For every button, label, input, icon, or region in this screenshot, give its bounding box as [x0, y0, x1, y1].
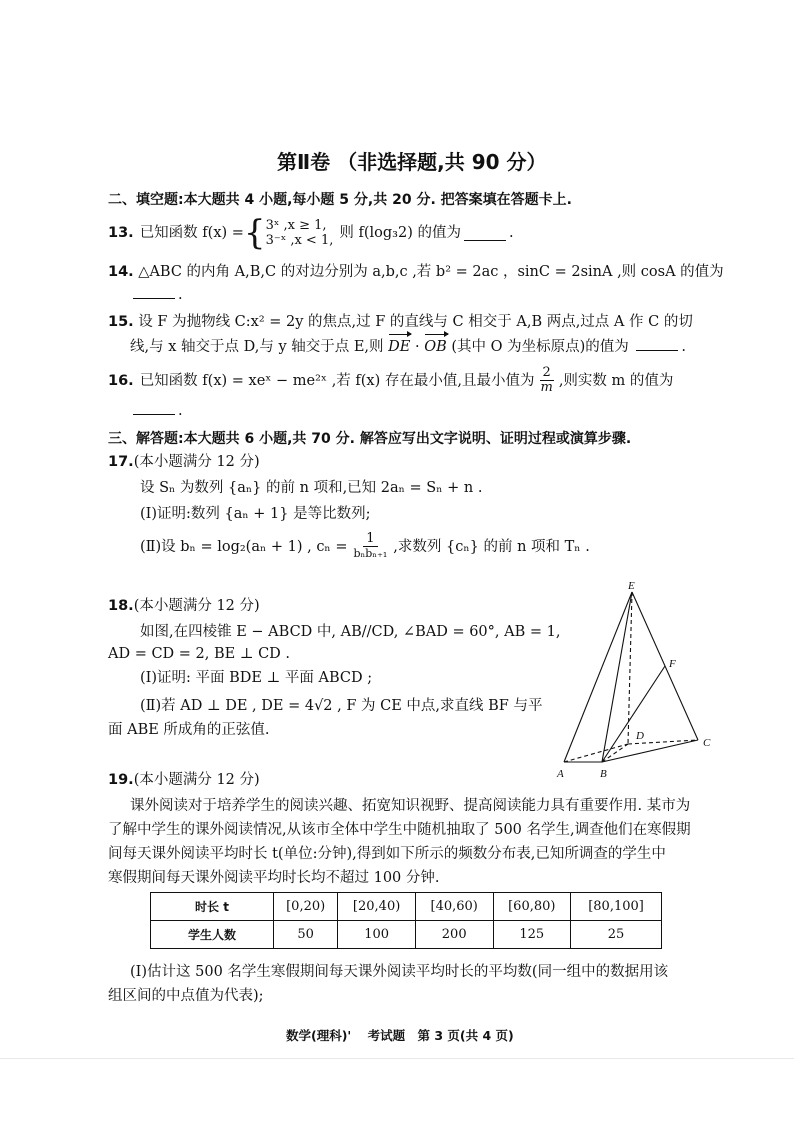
question-number: 14. — [108, 264, 134, 280]
point-label-f: F — [669, 658, 676, 670]
question-text-end: . — [508, 225, 514, 241]
question-text-end: . — [178, 287, 183, 303]
question-16-line-2 — [130, 400, 183, 421]
table-cell-count: 200 — [415, 921, 493, 949]
table-cell-interval: [80,100] — [571, 893, 662, 921]
footer-paper: 考试题 — [367, 1028, 406, 1043]
question-number: 19. — [108, 772, 134, 788]
frequency-table — [150, 892, 662, 949]
page-footer — [286, 1026, 514, 1044]
question-text: (Ⅱ)设 bₙ = log₂(aₙ + 1) , cₙ = — [140, 538, 348, 555]
piecewise-cases — [266, 218, 334, 248]
question-number: 18. — [108, 598, 134, 614]
question-18-line-1: 如图,在四棱锥 E − ABCD 中, AB//CD, ∠BAD = 60°, AB = 1, — [140, 624, 561, 640]
fraction-numerator: 1 — [363, 532, 377, 547]
fraction-cn — [350, 532, 390, 561]
question-17-label — [108, 452, 260, 472]
question-18-part-1: (Ⅰ)证明: 平面 BDE ⊥ 平面 ABCD ; — [140, 670, 373, 686]
table-cell-count: 50 — [274, 921, 338, 949]
question-18-line-2: AD = CD = 2, BE ⊥ CD . — [108, 646, 291, 662]
piecewise-brace: { — [243, 213, 266, 253]
question-17-part-1: (Ⅰ)证明:数列 {aₙ + 1} 是等比数列; — [140, 506, 371, 522]
table-row-header: 时长 t — [151, 893, 274, 921]
question-text: 已知函数 f(x) = xeˣ − me²ˣ ,若 f(x) 存在最小值,且最小值为 — [139, 372, 535, 389]
question-15 — [108, 312, 693, 332]
fraction-2-over-m — [538, 366, 556, 395]
vector-de: DE — [388, 339, 411, 355]
segment-bf — [602, 666, 665, 762]
answer-blank — [636, 336, 678, 351]
footer-page-number: 第 3 页(共 4 页) — [417, 1028, 514, 1043]
question-19-label — [108, 770, 260, 790]
question-17-part-2 — [140, 532, 590, 561]
question-14-line-2 — [130, 284, 183, 305]
edge-bc — [602, 740, 698, 762]
question-text: 已知函数 f(x) = — [139, 225, 244, 241]
section-header-fill-in: 二、填空题:本大题共 4 小题,每小题 5 分,共 20 分. 把答案填在答题卡上. — [108, 192, 572, 208]
question-text: △ABC 的内角 A,B,C 的对边分别为 a,b,c ,若 b² = 2ac ，sinC = 2sinA ,则 cosA 的值为 — [138, 264, 724, 280]
dot-operator: · — [410, 339, 425, 355]
edge-ad — [564, 744, 628, 762]
question-number: 15. — [108, 314, 134, 330]
table-row-duration — [151, 893, 662, 921]
table-row-count — [151, 921, 662, 949]
fraction-numerator: 2 — [540, 366, 554, 381]
page-title: 第Ⅱ卷 （非选择题,共 90 分） — [277, 150, 547, 174]
pyramid-figure — [548, 578, 728, 784]
table-cell-count: 100 — [338, 921, 416, 949]
question-19-para-3: 间每天课外阅读平均时长 t(单位:分钟),得到如下所示的频数分布表,已知所调查的学生中 — [108, 846, 666, 862]
case-1: 3ˣ ,x ≥ 1, — [265, 218, 327, 233]
question-19-part-1-cont: 组区间的中点值为代表); — [108, 988, 264, 1004]
question-18-part-2-cont: 面 ABE 所成角的正弦值. — [108, 722, 270, 738]
table-cell-count: 25 — [571, 921, 662, 949]
question-13 — [108, 213, 514, 253]
question-text-end: . — [681, 339, 686, 355]
question-19-para-2: 了解中学生的课外阅读情况,从该市全体中学生中随机抽取了 500 名学生,调查他们在寒假期 — [108, 822, 691, 838]
footer-subject: 数学(理科)' — [286, 1028, 352, 1043]
question-19-para-1: 课外阅读对于培养学生的阅读兴趣、拓宽知识视野、提高阅读能力具有重要作用. 某市为 — [130, 798, 691, 814]
question-text: 则 f(log₃2) 的值为 — [339, 225, 461, 241]
vertex-label-b: B — [600, 768, 607, 780]
vertex-label-d: D — [636, 730, 644, 742]
question-18-label — [108, 596, 260, 616]
vertex-label-e: E — [628, 580, 635, 592]
answer-blank — [133, 284, 175, 299]
question-number: 13. — [108, 225, 134, 241]
case-2: 3⁻ˣ ,x < 1, — [265, 233, 334, 248]
table-cell-interval: [60,80) — [493, 893, 571, 921]
section-header-solutions: 三、解答题:本大题共 6 小题,共 70 分. 解答应写出文字说明、证明过程或演算步骤. — [108, 431, 632, 447]
score-label: (本小题满分 12 分) — [133, 598, 260, 614]
question-16 — [108, 366, 673, 395]
table-cell-interval: [0,20) — [274, 893, 338, 921]
question-text: (其中 O 为坐标原点)的值为 — [451, 339, 629, 355]
question-19-part-1: (Ⅰ)估计这 500 名学生寒假期间每天课外阅读平均时长的平均数(同一组中的数据用该 — [130, 964, 669, 980]
question-18-part-2: (Ⅱ)若 AD ⊥ DE , DE = 4√2 , F 为 CE 中点,求直线 BF 与平 — [140, 698, 543, 714]
question-text: 线,与 x 轴交于点 D,与 y 轴交于点 E,则 — [130, 339, 384, 355]
question-text: 设 F 为抛物线 C:x² = 2y 的焦点,过 F 的直线与 C 相交于 A,B 两点,过点 A 作 C 的切 — [138, 314, 693, 330]
edge-ed — [628, 592, 632, 744]
question-text: ,则实数 m 的值为 — [558, 372, 674, 389]
fraction-denominator: bₙbₙ₊₁ — [353, 547, 388, 560]
scan-edge-divider — [0, 1058, 794, 1059]
answer-blank — [133, 400, 175, 415]
fraction-denominator: m — [540, 380, 553, 395]
answer-blank — [464, 226, 506, 241]
edge-eb — [602, 592, 632, 762]
question-15-line-2 — [130, 336, 686, 357]
vertex-label-c: C — [703, 737, 711, 749]
table-row-header: 学生人数 — [151, 921, 274, 949]
question-17-stem: 设 Sₙ 为数列 {aₙ} 的前 n 项和,已知 2aₙ = Sₙ + n . — [140, 480, 483, 496]
edge-ea — [564, 592, 632, 762]
vertex-label-a: A — [557, 768, 564, 780]
question-19-para-4: 寒假期间每天课外阅读平均时长均不超过 100 分钟. — [108, 870, 440, 886]
table-cell-count: 125 — [493, 921, 571, 949]
vector-ob: OB — [424, 339, 447, 355]
table-cell-interval: [20,40) — [338, 893, 416, 921]
score-label: (本小题满分 12 分) — [133, 454, 260, 470]
question-text-end: . — [178, 403, 183, 419]
question-14 — [108, 262, 724, 282]
table-cell-interval: [40,60) — [415, 893, 493, 921]
score-label: (本小题满分 12 分) — [133, 772, 260, 788]
question-number: 17. — [108, 454, 134, 470]
question-text: ,求数列 {cₙ} 的前 n 项和 Tₙ . — [393, 538, 590, 555]
question-number: 16. — [108, 372, 134, 389]
